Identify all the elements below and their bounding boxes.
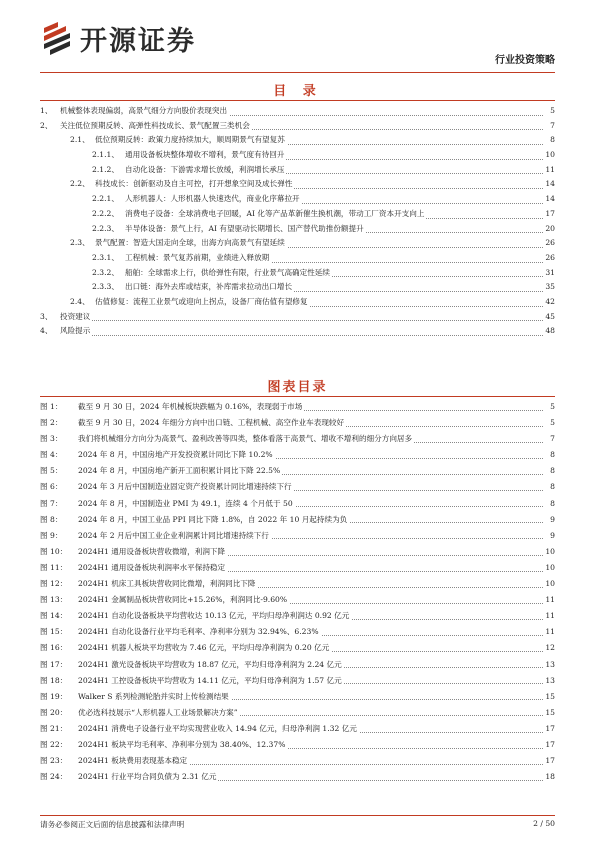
figure-entry-page: 18 bbox=[543, 769, 555, 785]
toc-entry-number: 2.4、 bbox=[70, 296, 90, 306]
figure-entry-number: 图 4： bbox=[40, 450, 63, 460]
toc-entry-page: 17 bbox=[543, 207, 555, 222]
figure-entry-page: 15 bbox=[543, 705, 555, 721]
figure-entry-text: 截至 9 月 30 日，2024 年机械板块跌幅为 0.16%，表现弱于市场 bbox=[78, 399, 304, 415]
toc-entry-text: 通用设备板块整体增收不增利，景气度有待回升 bbox=[125, 148, 286, 163]
figure-entry-page: 8 bbox=[548, 463, 555, 479]
figure-entry-number: 图 5： bbox=[40, 466, 63, 476]
figure-entry-page: 15 bbox=[543, 689, 555, 705]
figure-entry-number: 图 6： bbox=[40, 482, 63, 492]
figure-entry-page: 9 bbox=[548, 512, 555, 528]
figure-entry-page: 8 bbox=[548, 496, 555, 512]
toc-entry[interactable] bbox=[40, 324, 555, 339]
toc-entry-number: 2.1.1、 bbox=[92, 150, 119, 160]
leader-dots bbox=[60, 306, 543, 322]
figure-entry-page: 11 bbox=[543, 624, 555, 640]
figure-entry-number: 图 11： bbox=[40, 562, 68, 572]
toc-title: 目 录 bbox=[273, 84, 322, 99]
figure-entry-text: 2024H1 板块平均毛利率、净利率分别为 38.40%、12.37% bbox=[78, 737, 287, 753]
toc-entry-number: 2.1.2、 bbox=[92, 164, 119, 174]
figure-entry-text: 2024H1 激光设备板块平均营收为 18.87 亿元，平均归母净利润为 2.24 亿元 bbox=[78, 657, 344, 673]
figure-entry-page: 10 bbox=[543, 576, 555, 592]
figure-entry-text: 2024H1 金属制品板块营收同比+15.26%，利润同比-9.60% bbox=[78, 592, 289, 608]
figure-entry-page: 10 bbox=[543, 560, 555, 576]
toc-entry-text: 船舶：全球需求上行，供给弹性有限，行业景气高确定性延续 bbox=[125, 266, 332, 281]
figure-entry-text: 2024 年 8 月，中国制造业 PMI 为 49.1，连续 4 个月低于 50 bbox=[78, 496, 295, 512]
toc-entry-text: 消费电子设备：全球消费电子回暖，AI 化等产品革新催生换机潮，带动工厂资本开支向上 bbox=[125, 207, 426, 222]
toc-entry-text: 机械整体表现偏弱，高景气细分方向股价表现突出 bbox=[60, 104, 229, 119]
figure-entry-text: 截至 9 月 30 日，2024 年细分方向中出口链、工程机械、高空作业车表现较好 bbox=[78, 415, 346, 431]
figure-entry-page: 13 bbox=[543, 673, 555, 689]
figure-entry-page: 8 bbox=[548, 447, 555, 463]
figure-entry-number: 图 2： bbox=[40, 418, 63, 428]
figure-entry-text: 2024H1 自动化设备行业平均毛利率、净利率分别为 32.94%、6.23% bbox=[78, 624, 321, 640]
toc-entry-text: 关注低位预期反转、高弹性科技成长、景气配置三类机会 bbox=[60, 119, 252, 134]
figure-entry-page: 5 bbox=[548, 399, 555, 415]
figure-entry-page: 17 bbox=[543, 721, 555, 737]
company-logo bbox=[40, 18, 196, 58]
figure-entry-page: 13 bbox=[543, 657, 555, 673]
toc-entry-page: 45 bbox=[543, 310, 555, 325]
figure-entry-text: 2024 年 8 月，中国房地产新开工面积累计同比下降 22.5% bbox=[78, 463, 282, 479]
logo-text: 开源证券 bbox=[80, 25, 196, 57]
figure-entry-number: 图 24： bbox=[40, 772, 68, 782]
figure-entry-number: 图 20： bbox=[40, 707, 68, 717]
figure-entry-page: 17 bbox=[543, 737, 555, 753]
figure-entry-page: 11 bbox=[543, 608, 555, 624]
toc-entry-number: 2.2.1、 bbox=[92, 194, 119, 204]
figure-entry-text: 2024H1 机器人板块平均营收为 7.46 亿元，平均归母净利润为 0.20 亿元 bbox=[78, 640, 331, 656]
toc-entry-text: 自动化设备：下游需求增长放缓，利润增长承压 bbox=[125, 163, 286, 178]
figure-entry-text: Walker S 系列检测轮胎并实时上传检测结果 bbox=[78, 689, 231, 705]
figure-entry-text: 2024H1 消费电子设备行业平均实现营业收入 14.94 亿元，归母净利润 1.32 亿元 bbox=[78, 721, 359, 737]
figure-entry-text: 2024H1 机床工具板块营收同比微增，利润同比下降 bbox=[78, 576, 257, 592]
toc-entry-text: 工程机械：景气复苏前期，业绩进入释放期 bbox=[125, 251, 271, 266]
toc-entry-page: 14 bbox=[543, 177, 555, 192]
toc-entry-number: 2.3.2、 bbox=[92, 267, 119, 277]
toc-entry-number: 2.3、 bbox=[70, 238, 90, 248]
toc-entry-text: 低位预期反转：政策力度持续加大，顺周期景气有望复苏 bbox=[95, 133, 287, 148]
page-header bbox=[40, 18, 555, 68]
toc-entry-page: 31 bbox=[543, 266, 555, 281]
figure-entry-number: 图 15： bbox=[40, 627, 68, 637]
toc-entry-page: 14 bbox=[543, 192, 555, 207]
figure-entry-text: 2024 年 8 月，中国房地产开发投资累计同比下降 10.2% bbox=[78, 447, 275, 463]
figure-entry-number: 图 17： bbox=[40, 659, 68, 669]
toc-entry-page: 5 bbox=[548, 104, 555, 119]
toc-entry-text: 投资建议 bbox=[60, 310, 92, 325]
toc-entry-page: 42 bbox=[543, 295, 555, 310]
toc-entry-text: 出口链：海外去库或结束，补库需求拉动出口增长 bbox=[125, 280, 294, 295]
logo-mark-icon bbox=[40, 20, 74, 56]
toc-entry-page: 7 bbox=[548, 119, 555, 134]
toc-entry-number: 1、 bbox=[40, 106, 53, 115]
figure-list-title: 图表目录 bbox=[267, 380, 328, 395]
toc-entry-page: 48 bbox=[543, 324, 555, 339]
figure-entry-text: 2024 年 3 月后中国制造业固定资产投资累计同比增速持续下行 bbox=[78, 479, 294, 495]
figure-entry-text: 2024H1 通用设备板块利润率水平保持稳定 bbox=[78, 560, 227, 576]
toc-entry-number: 3、 bbox=[40, 311, 53, 321]
toc-entry-text: 景气配置：智造大国走向全球，出海方向高景气有望延续 bbox=[95, 236, 287, 251]
figure-entry-page: 10 bbox=[543, 544, 555, 560]
figure-entry-text: 2024 年 8 月，中国工业品 PPI 同比下降 1.8%，自 2022 年 10 月起持续为负 bbox=[78, 512, 349, 528]
toc-entry-number: 2.2.3、 bbox=[92, 223, 119, 233]
figure-entry-text: 2024 年 2 月后中国工业企业利润累计同比增速持续下行 bbox=[78, 528, 271, 544]
figure-entry-number: 图 23： bbox=[40, 756, 68, 766]
figure-entry-number: 图 19： bbox=[40, 691, 68, 701]
figure-entry-number: 图 18： bbox=[40, 675, 68, 685]
toc-entry-number: 4、 bbox=[40, 326, 53, 336]
figure-entry-page: 17 bbox=[543, 753, 555, 769]
toc-entry-text: 半导体设备：景气上行，AI 有望驱动长期增长、国产替代助推份额提升 bbox=[125, 222, 366, 237]
figure-entry-number: 图 1： bbox=[40, 402, 63, 411]
figure-entry-text: 2024H1 板块费用表现基本稳定 bbox=[78, 753, 189, 769]
figure-entry-number: 图 8： bbox=[40, 514, 63, 524]
toc-list bbox=[40, 104, 555, 339]
toc-entry-number: 2.2.2、 bbox=[92, 208, 119, 218]
figure-entry-number: 图 9： bbox=[40, 530, 63, 540]
figure-entry-text: 我们将机械细分方向分为高景气、盈利改善等四类，整体看落于高景气、增收不增利的细分方向居多 bbox=[78, 431, 414, 447]
figure-entry-number: 图 12： bbox=[40, 579, 68, 589]
toc-entry-text: 风险提示 bbox=[60, 324, 92, 339]
figure-entry-text: 2024H1 行业平均合同负债为 2.31 亿元 bbox=[78, 769, 218, 785]
figure-entry-number: 图 13： bbox=[40, 595, 68, 605]
figure-entry-number: 图 10： bbox=[40, 546, 68, 556]
figure-entry-number: 图 3： bbox=[40, 434, 63, 444]
footer-divider bbox=[40, 815, 555, 816]
toc-entry-text: 估值修复：流程工业景气或迎向上拐点，设备厂商估值有望修复 bbox=[95, 295, 310, 310]
header-divider bbox=[40, 72, 555, 73]
toc-entry-page: 8 bbox=[548, 133, 555, 148]
toc-entry-page: 35 bbox=[543, 280, 555, 295]
toc-entry-text: 人形机器人：人形机器人快速迭代，商业化序幕拉开 bbox=[125, 192, 302, 207]
toc-entry-page: 20 bbox=[543, 222, 555, 237]
figure-entry-page: 8 bbox=[548, 479, 555, 495]
toc-entry-number: 2.3.3、 bbox=[92, 282, 119, 292]
footer-disclaimer: 请务必参阅正文后面的信息披露和法律声明 bbox=[40, 820, 185, 829]
figure-entry-text: 2024H1 通用设备板块营收微增，利润下降 bbox=[78, 544, 227, 560]
leader-dots bbox=[60, 320, 543, 336]
page-number: 2 / 50 bbox=[533, 819, 555, 828]
toc-entry-page: 26 bbox=[543, 236, 555, 251]
figure-entry-text: 2024H1 工控设备板块平均营收为 14.11 亿元，平均归母净利润为 1.57 亿元 bbox=[78, 673, 344, 689]
figure-entry-number: 图 22： bbox=[40, 739, 68, 749]
figure-entry-page: 5 bbox=[548, 415, 555, 431]
report-type-label: 行业投资策略 bbox=[495, 55, 555, 66]
toc-entry-number: 2.2、 bbox=[70, 179, 90, 189]
figure-entry-page: 7 bbox=[548, 431, 555, 447]
figure-list bbox=[40, 399, 555, 785]
toc-entry-page: 10 bbox=[543, 148, 555, 163]
figure-entry-number: 图 14： bbox=[40, 611, 68, 621]
figure-entry-text: 2024H1 自动化设备板块平均营收达 10.13 亿元，平均归母净利润达 0.92 亿元 bbox=[78, 608, 351, 624]
toc-entry-page: 26 bbox=[543, 251, 555, 266]
figure-entry-page: 11 bbox=[543, 592, 555, 608]
figure-entry-number: 图 16： bbox=[40, 643, 68, 653]
figure-entry-number: 图 21： bbox=[40, 723, 68, 733]
toc-entry-page: 11 bbox=[543, 163, 555, 178]
figure-entry-page: 12 bbox=[543, 640, 555, 656]
toc-entry-text: 科技成长：创新驱动及自主可控，打开想象空间及成长弹性 bbox=[95, 177, 294, 192]
toc-entry-number: 2、 bbox=[40, 120, 53, 130]
figure-entry-text: 优必选科技展示“人形机器人工业场景解决方案” bbox=[78, 705, 240, 721]
figure-entry[interactable] bbox=[40, 769, 555, 785]
toc-entry-number: 2.1、 bbox=[70, 135, 90, 145]
figure-entry-page: 9 bbox=[548, 528, 555, 544]
figure-entry-number: 图 7： bbox=[40, 498, 63, 508]
toc-entry-number: 2.3.1、 bbox=[92, 252, 119, 262]
